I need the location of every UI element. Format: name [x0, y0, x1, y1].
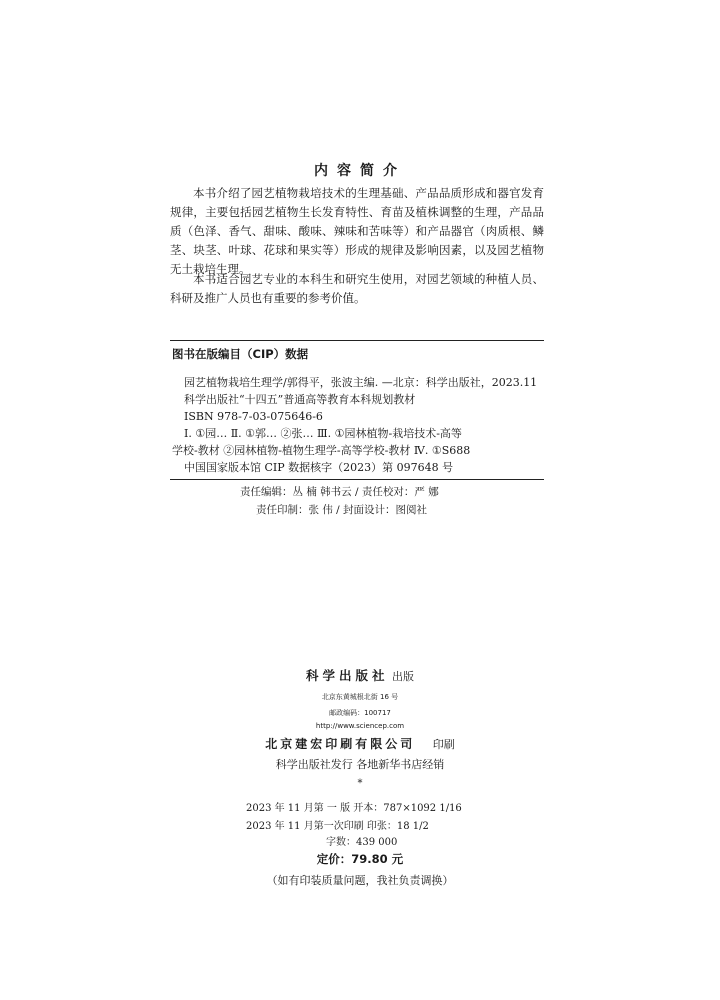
- edition-info: 2023 年 11 月第 一 版 开本：787×1092 1/16: [246, 803, 462, 814]
- publisher-line: [0, 666, 720, 684]
- cip-record-number: 中国国家版本馆 CIP 数据核字（2023）第 097648 号: [184, 461, 454, 474]
- intro-paragraph-1: 本书介绍了园艺植物栽培技术的生理基础、产品品质形成和器官发育规律，主要包括园艺植物生长发育特性、育苗及植株调整的生理，产品品质（色泽、香气、甜味、酸味、辣味和苦味等）和产品器官（肉质根、鳞茎、块茎、叶球、花球和果实等）形成的规律及影响因素，以及园艺植物无土栽培生理。: [170, 186, 544, 276]
- separator-asterisk: *: [357, 778, 363, 789]
- printer-line: [0, 735, 720, 752]
- cip-bottom-rule: [170, 479, 544, 480]
- intro-paragraph-2: 本书适合园艺专业的本科生和研究生使用，对园艺领域的种植人员、科研及推广人员也有重要的参考价值。: [170, 272, 544, 305]
- page-title: 内容简介: [314, 163, 406, 179]
- quality-notice: （如有印装质量问题，我社负责调换）: [266, 874, 454, 887]
- cip-top-rule: [170, 340, 544, 341]
- price: 定价：79.80 元: [316, 852, 404, 866]
- cip-line: Ⅰ. ①园… Ⅱ. ①郭… ②张… Ⅲ. ①园林植物-栽培技术-高等: [184, 427, 462, 440]
- publisher-logo: 科学出版社: [305, 668, 389, 683]
- publisher-website: http://www.sciencep.com: [315, 722, 405, 730]
- publisher-address: 北京东黄城根北街 16 号: [321, 693, 399, 701]
- production-credits: 责任印制：张 伟 / 封面设计：图阅社: [256, 504, 428, 516]
- printing-info: 2023 年 11 月第一次印刷 印张：18 1/2: [246, 821, 429, 832]
- cip-line: 学校-教材 ②园林植物-植物生理学-高等学校-教材 Ⅳ. ①S688: [172, 444, 471, 457]
- printer-suffix: 印刷: [432, 738, 455, 751]
- printer-logo: 北京建宏印刷有限公司: [265, 737, 416, 751]
- editor-credits: 责任编辑：丛 楠 韩书云 / 责任校对：严 娜: [240, 486, 439, 498]
- word-count: 字数：439 000: [326, 837, 398, 848]
- cip-line: 科学出版社“十四五”普通高等教育本科规划教材: [184, 393, 416, 406]
- postcode: 邮政编码：100717: [329, 709, 391, 717]
- distribution-line: 科学出版社发行 各地新华书店经销: [275, 758, 445, 771]
- cip-heading: 图书在版编目（CIP）数据: [172, 347, 309, 361]
- publisher-suffix: 出版: [392, 670, 414, 683]
- cip-line: 园艺植物栽培生理学/郭得平，张波主编. —北京：科学出版社，2023.11: [184, 376, 538, 389]
- cip-isbn: ISBN 978-7-03-075646-6: [184, 410, 323, 423]
